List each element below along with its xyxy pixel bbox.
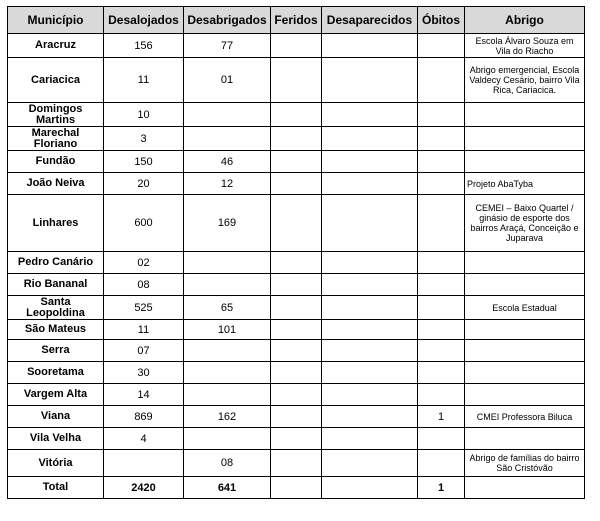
cell-desabrigados <box>184 428 271 450</box>
cell-feridos <box>271 320 322 340</box>
cell-desabrigados: 101 <box>184 320 271 340</box>
cell-desaparecidos <box>322 296 418 320</box>
cell-desalojados: 600 <box>104 195 184 252</box>
cell-desalojados: 525 <box>104 296 184 320</box>
cell-desabrigados: 01 <box>184 58 271 103</box>
cell-abrigo <box>465 252 585 274</box>
cell-desalojados: 14 <box>104 384 184 406</box>
cell-feridos <box>271 34 322 58</box>
cell-desalojados <box>104 450 184 477</box>
cell-municipio: Vargem Alta <box>8 384 104 406</box>
table-row <box>8 173 585 195</box>
cell-municipio: Sooretama <box>8 362 104 384</box>
table-row <box>8 34 585 58</box>
cell-municipio: Serra <box>8 340 104 362</box>
cell-abrigo: Escola Álvaro Souza em Vila do Riacho <box>465 34 585 58</box>
cell-desabrigados <box>184 274 271 296</box>
cell-abrigo <box>465 103 585 127</box>
cell-desalojados: 11 <box>104 320 184 340</box>
table-row <box>8 103 585 127</box>
cell-municipio: Domingos Martins <box>8 103 104 127</box>
cell-desalojados: 150 <box>104 151 184 173</box>
cell-abrigo: Abrigo de famílias do bairro São Cristóvão <box>465 450 585 477</box>
cell-municipio: Linhares <box>8 195 104 252</box>
cell-feridos <box>271 340 322 362</box>
table-row <box>8 296 585 320</box>
cell-desalojados: 4 <box>104 428 184 450</box>
table-row <box>8 450 585 477</box>
cell-desaparecidos <box>322 195 418 252</box>
cell-desalojados: 10 <box>104 103 184 127</box>
cell-obitos <box>418 362 465 384</box>
cell-abrigo <box>465 151 585 173</box>
cell-desaparecidos <box>322 274 418 296</box>
table-row <box>8 58 585 103</box>
header-desalojados: Desalojados <box>104 7 184 34</box>
cell-municipio: Aracruz <box>8 34 104 58</box>
table-row <box>8 406 585 428</box>
cell-obitos <box>418 151 465 173</box>
table-row <box>8 274 585 296</box>
table-row <box>8 252 585 274</box>
cell-feridos <box>271 173 322 195</box>
cell-abrigo <box>465 362 585 384</box>
cell-obitos <box>418 428 465 450</box>
cell-desalojados: 07 <box>104 340 184 362</box>
table-row <box>8 195 585 252</box>
cell-obitos <box>418 320 465 340</box>
cell-feridos <box>271 296 322 320</box>
cell-abrigo: CMEI Professora Biluca <box>465 406 585 428</box>
header-obitos: Óbitos <box>418 7 465 34</box>
cell-obitos <box>418 173 465 195</box>
cell-abrigo <box>465 428 585 450</box>
cell-desabrigados <box>184 340 271 362</box>
cell-abrigo <box>465 340 585 362</box>
cell-desalojados: 3 <box>104 127 184 151</box>
total-row <box>8 477 585 499</box>
cell-desalojados: 08 <box>104 274 184 296</box>
cell-desaparecidos <box>322 384 418 406</box>
cell-obitos <box>418 252 465 274</box>
table-row <box>8 362 585 384</box>
cell-feridos <box>271 406 322 428</box>
cell-municipio: Vila Velha <box>8 428 104 450</box>
header-municipio: Município <box>8 7 104 34</box>
cell-desabrigados: 08 <box>184 450 271 477</box>
cell-desalojados: 02 <box>104 252 184 274</box>
table-row <box>8 320 585 340</box>
cell-municipio: João Neiva <box>8 173 104 195</box>
cell-municipio: Viana <box>8 406 104 428</box>
cell-abrigo <box>465 274 585 296</box>
cell-feridos <box>271 103 322 127</box>
cell-desabrigados <box>184 127 271 151</box>
cell-feridos <box>271 384 322 406</box>
cell-obitos <box>418 450 465 477</box>
cell-abrigo <box>465 477 585 499</box>
header-abrigo: Abrigo <box>465 7 585 34</box>
cell-feridos <box>271 274 322 296</box>
cell-abrigo: CEMEI – Baixo Quartel / ginásio de esporte dos bairros Araçá, Conceição e Juparava <box>465 195 585 252</box>
cell-desaparecidos <box>322 406 418 428</box>
cell-feridos <box>271 252 322 274</box>
header-desabrigados: Desabrigados <box>184 7 271 34</box>
cell-municipio: São Mateus <box>8 320 104 340</box>
cell-obitos <box>418 127 465 151</box>
cell-obitos <box>418 340 465 362</box>
cell-abrigo <box>465 320 585 340</box>
cell-municipio: Santa Leopoldina <box>8 296 104 320</box>
cell-obitos <box>418 384 465 406</box>
cell-desaparecidos <box>322 34 418 58</box>
cell-feridos <box>271 151 322 173</box>
cell-desaparecidos <box>322 362 418 384</box>
cell-municipio: Rio Bananal <box>8 274 104 296</box>
cell-municipio: Vitória <box>8 450 104 477</box>
cell-desaparecidos <box>322 450 418 477</box>
cell-feridos <box>271 362 322 384</box>
cell-obitos <box>418 103 465 127</box>
cell-desaparecidos <box>322 173 418 195</box>
cell-desaparecidos <box>322 252 418 274</box>
cell-feridos <box>271 428 322 450</box>
cell-desalojados: 156 <box>104 34 184 58</box>
table-row <box>8 384 585 406</box>
cell-desaparecidos <box>322 58 418 103</box>
cell-desabrigados <box>184 103 271 127</box>
cell-municipio: Total <box>8 477 104 499</box>
cell-municipio: Fundão <box>8 151 104 173</box>
cell-municipio: Cariacica <box>8 58 104 103</box>
cell-feridos <box>271 477 322 499</box>
cell-abrigo: Escola Estadual <box>465 296 585 320</box>
cell-feridos <box>271 195 322 252</box>
cell-desabrigados <box>184 252 271 274</box>
cell-municipio: Pedro Canário <box>8 252 104 274</box>
cell-desaparecidos <box>322 477 418 499</box>
cell-obitos <box>418 274 465 296</box>
table-row <box>8 340 585 362</box>
cell-desalojados: 11 <box>104 58 184 103</box>
cell-feridos <box>271 58 322 103</box>
cell-obitos: 1 <box>418 477 465 499</box>
cell-desaparecidos <box>322 151 418 173</box>
cell-desaparecidos <box>322 103 418 127</box>
table-row <box>8 428 585 450</box>
cell-desabrigados: 162 <box>184 406 271 428</box>
cell-obitos <box>418 296 465 320</box>
cell-obitos <box>418 58 465 103</box>
shelter-table <box>7 6 585 499</box>
cell-desaparecidos <box>322 320 418 340</box>
cell-desabrigados: 169 <box>184 195 271 252</box>
cell-obitos: 1 <box>418 406 465 428</box>
cell-abrigo <box>465 384 585 406</box>
cell-desabrigados: 65 <box>184 296 271 320</box>
cell-desabrigados: 46 <box>184 151 271 173</box>
cell-desalojados: 2420 <box>104 477 184 499</box>
cell-abrigo <box>465 127 585 151</box>
cell-desabrigados <box>184 362 271 384</box>
cell-desalojados: 20 <box>104 173 184 195</box>
cell-obitos <box>418 195 465 252</box>
cell-obitos <box>418 34 465 58</box>
cell-abrigo: Abrigo emergencial, Escola Valdecy Cesário, bairro Vila Rica, Cariacica. <box>465 58 585 103</box>
header-row <box>8 7 585 34</box>
header-desaparecidos: Desaparecidos <box>322 7 418 34</box>
cell-desalojados: 30 <box>104 362 184 384</box>
cell-feridos <box>271 127 322 151</box>
cell-desabrigados: 641 <box>184 477 271 499</box>
cell-desaparecidos <box>322 127 418 151</box>
table-row <box>8 127 585 151</box>
cell-desabrigados: 77 <box>184 34 271 58</box>
table-row <box>8 151 585 173</box>
cell-desabrigados <box>184 384 271 406</box>
cell-desabrigados: 12 <box>184 173 271 195</box>
cell-desaparecidos <box>322 340 418 362</box>
cell-desaparecidos <box>322 428 418 450</box>
cell-abrigo: Projeto AbaTyba <box>465 173 585 195</box>
header-feridos: Feridos <box>271 7 322 34</box>
cell-desalojados: 869 <box>104 406 184 428</box>
cell-feridos <box>271 450 322 477</box>
cell-municipio: Marechal Floriano <box>8 127 104 151</box>
